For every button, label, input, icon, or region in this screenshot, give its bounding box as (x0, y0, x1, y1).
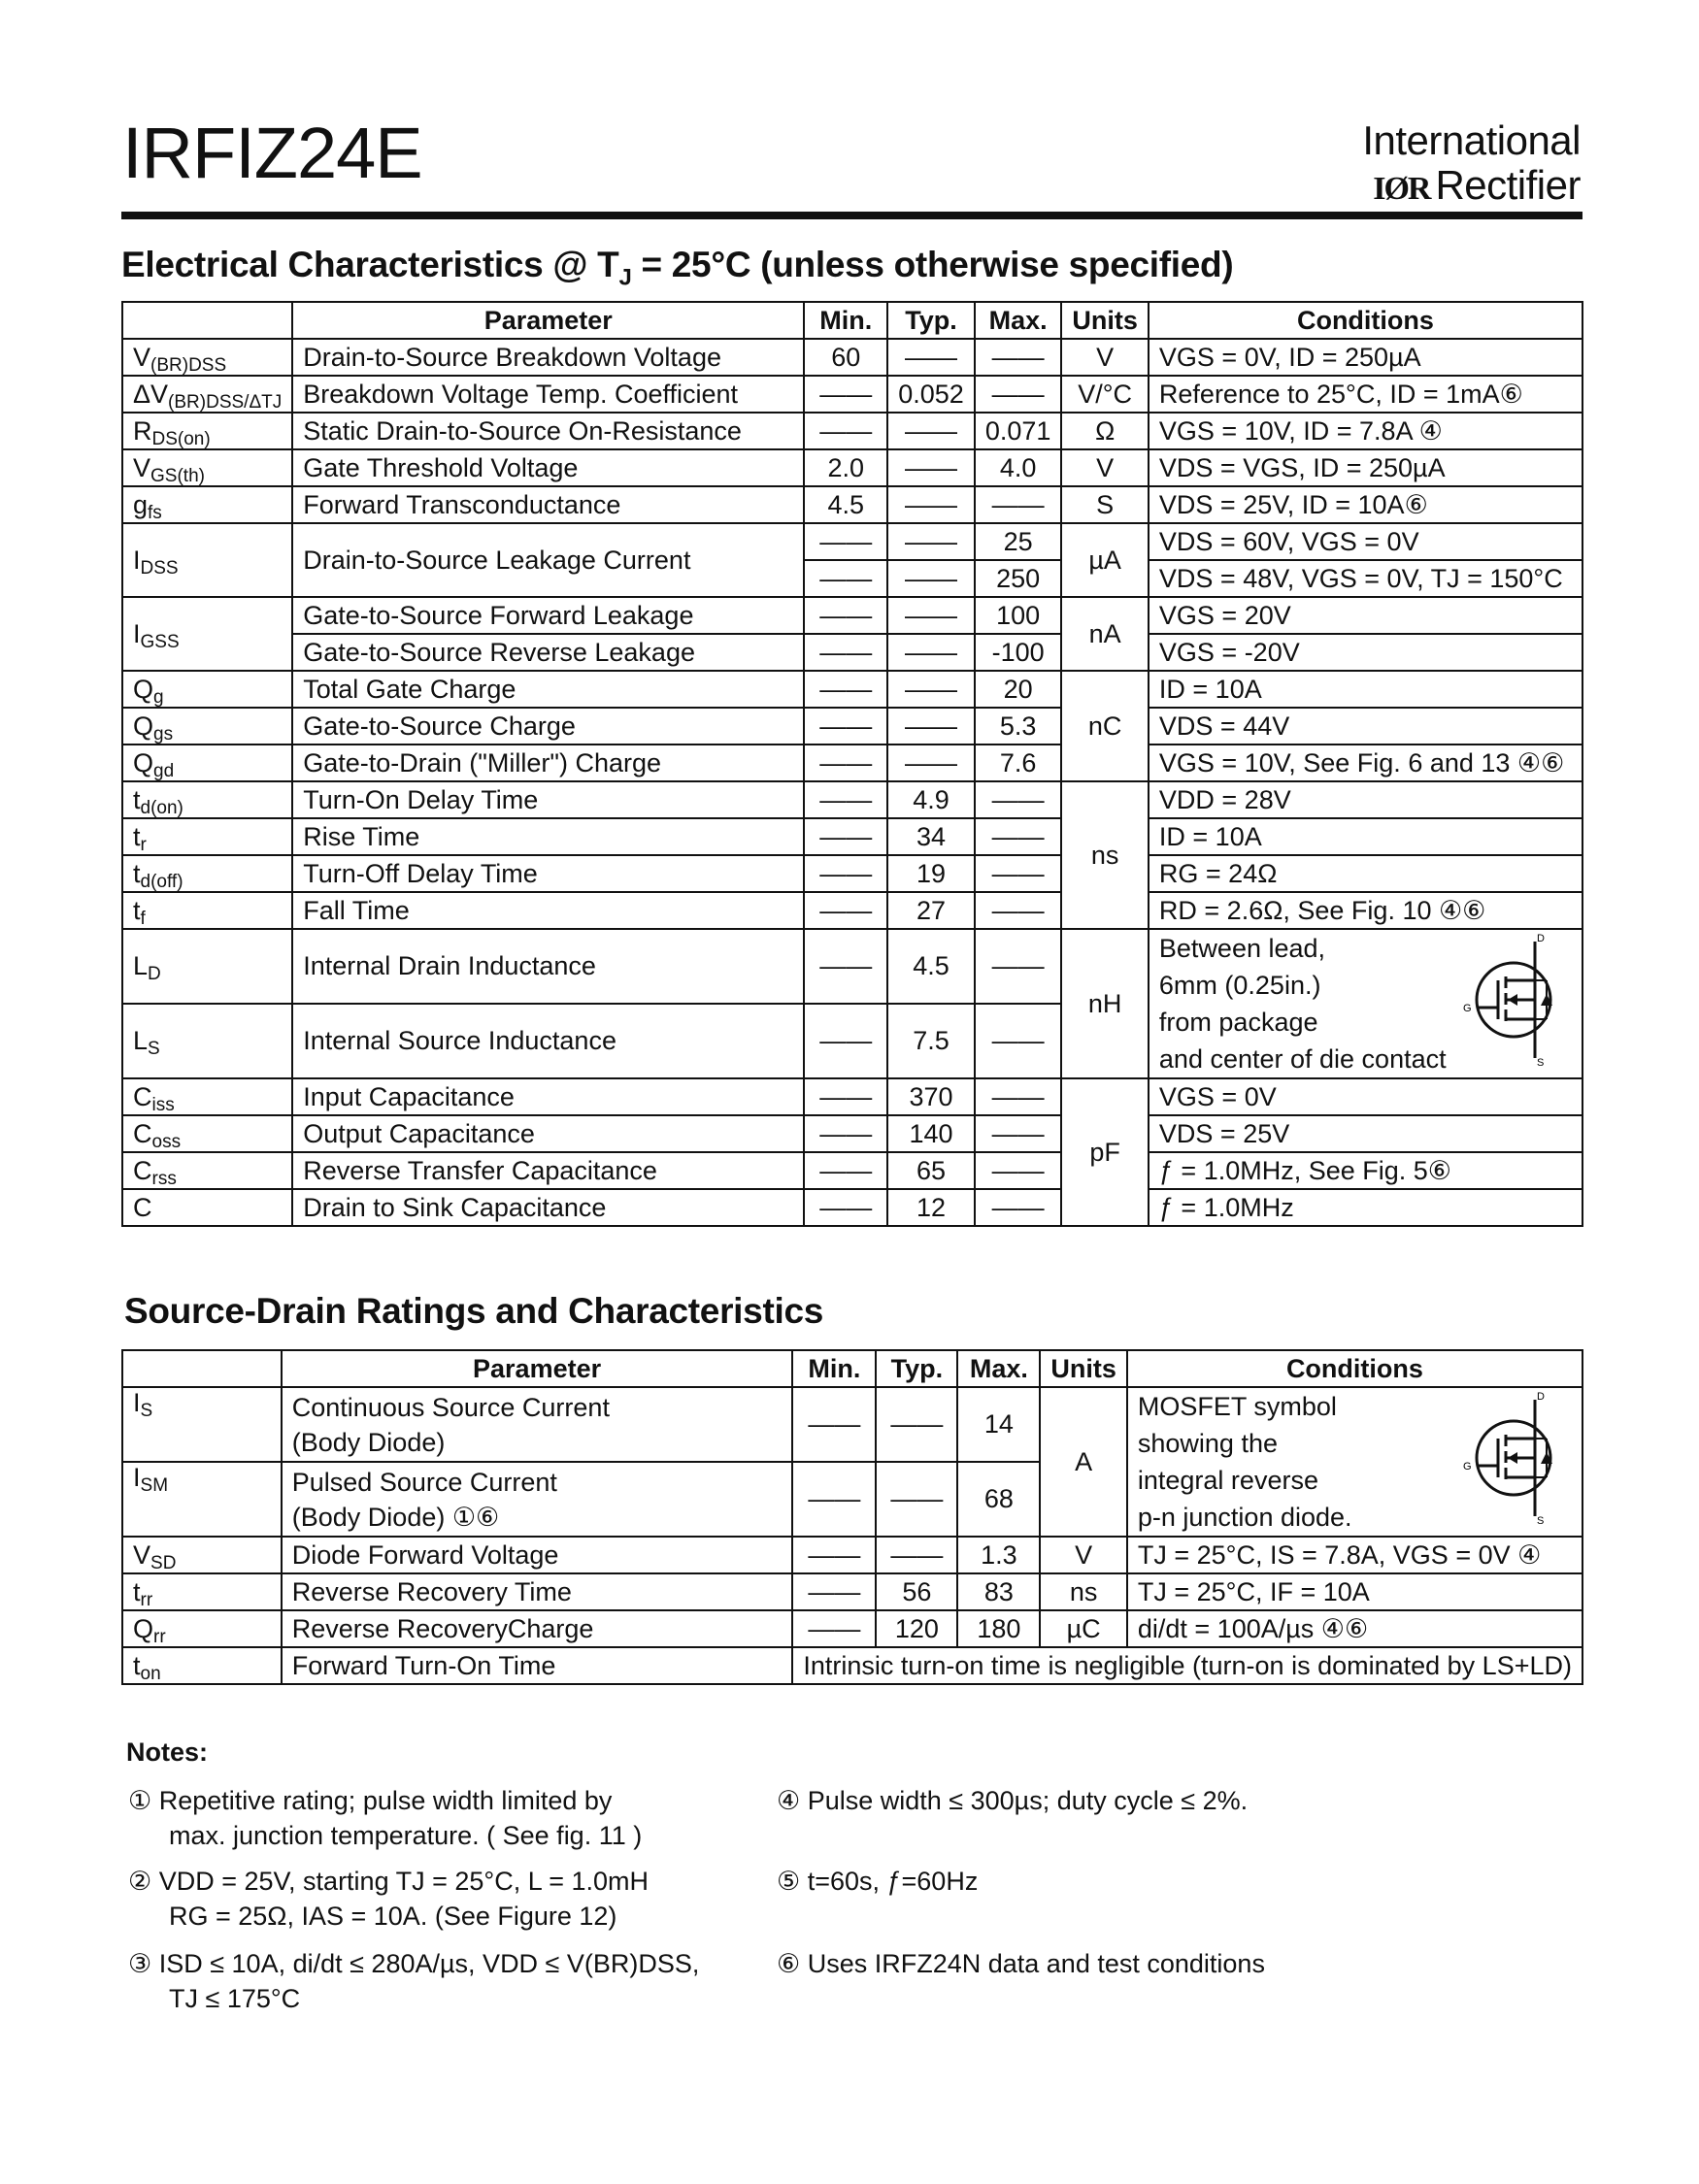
parameter-cell: Input Capacitance (292, 1078, 804, 1115)
mosfet-diode-symbol-icon (1457, 1388, 1564, 1524)
parameter-cell: Forward Transconductance (292, 486, 804, 523)
parameter-cell: Reverse Recovery Time (282, 1573, 793, 1610)
table-header-row (122, 302, 1582, 339)
table-cell: 370 (887, 1078, 975, 1115)
svg-text:S: S (1537, 1515, 1545, 1524)
table-row (122, 634, 1582, 671)
note-3: ③ ISD ≤ 10A, di/dt ≤ 280A/µs, VDD ≤ V(BR)DSS, TJ ≤ 175°C (128, 1949, 700, 2013)
parameter-cell: Turn-On Delay Time (292, 781, 804, 818)
table-cell: —— (975, 1115, 1062, 1152)
table-cell: 27 (887, 892, 975, 929)
notes-title: Notes: (126, 1737, 209, 1767)
parameter-cell: Static Drain-to-Source On-Resistance (292, 413, 804, 449)
parameter-cell: Diode Forward Voltage (282, 1537, 793, 1573)
header-rule (121, 212, 1582, 219)
table-cell: —— (804, 708, 887, 745)
unit-cell: µC (1040, 1610, 1127, 1647)
source-drain-section-title: Source-Drain Ratings and Characteristics (124, 1291, 823, 1331)
condition-cell: di/dt = 100A/µs ④⑥ (1127, 1610, 1582, 1647)
symbol-cell: $I_{DSS}$ (122, 523, 292, 597)
table-row (122, 1610, 1582, 1647)
condition-cell: RG = 24Ω (1149, 855, 1582, 892)
table-cell: —— (975, 855, 1062, 892)
table-cell: —— (975, 1152, 1062, 1189)
table-cell: —— (887, 523, 975, 560)
unit-cell: V (1061, 339, 1149, 376)
note-1: ① Repetitive rating; pulse width limited by max. junction temperature. ( See fig. 11 ) (128, 1786, 643, 1850)
table-cell: —— (887, 413, 975, 449)
table-row (122, 523, 1582, 560)
table-cell: —— (975, 1078, 1062, 1115)
condition-cell: ƒ = 1.0MHz, See Fig. 5⑥ (1149, 1152, 1582, 1189)
table-cell: —— (804, 781, 887, 818)
col-conditions: Conditions (1127, 1350, 1582, 1387)
symbol-cell: $I_S$ (122, 1387, 282, 1462)
symbol-cell: $t_{d(on)}$ (122, 781, 292, 818)
parameter-cell: Gate-to-Source Charge (292, 708, 804, 745)
table-row (122, 1647, 1582, 1684)
table-cell: 100 (975, 597, 1062, 634)
svg-text:S: S (1537, 1057, 1545, 1066)
table-cell: —— (975, 781, 1062, 818)
table-row (122, 1115, 1582, 1152)
table-cell: 4.5 (887, 929, 975, 1004)
table-cell: 2.0 (804, 449, 887, 486)
table-row (122, 781, 1582, 818)
condition-cell: VDS = 48V, VGS = 0V, TJ = 150°C (1149, 560, 1582, 597)
table-row (122, 486, 1582, 523)
table-cell: —— (975, 929, 1062, 1004)
note-6: ⑥ Uses IRFZ24N data and test conditions (777, 1949, 1265, 1978)
col-min: Min. (804, 302, 887, 339)
table-cell: 5.3 (975, 708, 1062, 745)
table-cell: —— (804, 855, 887, 892)
table-cell: —— (975, 376, 1062, 413)
unit-cell: V (1040, 1537, 1127, 1573)
table-cell: 180 (957, 1610, 1040, 1647)
parameter-cell: Rise Time (292, 818, 804, 855)
table-cell: —— (792, 1387, 876, 1462)
table-cell: —— (792, 1462, 876, 1537)
table-row (122, 1573, 1582, 1610)
condition-cell: VGS = 0V, ID = 250µA (1149, 339, 1582, 376)
unit-cell: ns (1040, 1573, 1127, 1610)
table-cell: 20 (975, 671, 1062, 708)
condition-cell: VDD = 28V (1149, 781, 1582, 818)
table-row (122, 449, 1582, 486)
col-conditions: Conditions (1149, 302, 1582, 339)
table-cell: 250 (975, 560, 1062, 597)
table-cell: —— (804, 892, 887, 929)
table-cell: —— (887, 339, 975, 376)
parameter-cell: Drain-to-Source Leakage Current (292, 523, 804, 597)
parameter-cell: Reverse Transfer Capacitance (292, 1152, 804, 1189)
table-cell: 12 (887, 1189, 975, 1226)
unit-cell: pF (1061, 1078, 1149, 1226)
turn-on-note: Intrinsic turn-on time is negligible (turn-on is dominated by LS+LD) (792, 1647, 1582, 1684)
part-number: IRFIZ24E (122, 113, 422, 193)
table-row (122, 1537, 1582, 1573)
table-cell: —— (804, 745, 887, 781)
symbol-cell: $L_D$ (122, 929, 292, 1004)
symbol-cell: $g_{fs}$ (122, 486, 292, 523)
col-typ: Typ. (876, 1350, 957, 1387)
table-cell: 7.5 (887, 1004, 975, 1078)
table-cell: —— (887, 449, 975, 486)
table-cell: —— (804, 597, 887, 634)
unit-cell: nA (1061, 597, 1149, 671)
table-cell: 140 (887, 1115, 975, 1152)
symbol-cell: $C_{rss}$ (122, 1152, 292, 1189)
brand-logo (1362, 118, 1581, 212)
table-row (122, 929, 1582, 1004)
parameter-cell: Drain-to-Source Breakdown Voltage (292, 339, 804, 376)
unit-cell: Ω (1061, 413, 1149, 449)
parameter-cell: Gate-to-Source Reverse Leakage (292, 634, 804, 671)
col-units: Units (1061, 302, 1149, 339)
unit-cell: nH (1061, 929, 1149, 1078)
symbol-cell: $V_{GS(th)}$ (122, 449, 292, 486)
table-cell: —— (975, 818, 1062, 855)
table-cell: 0.071 (975, 413, 1062, 449)
condition-cell: VDS = VGS, ID = 250µA (1149, 449, 1582, 486)
symbol-cell: $\Delta V_{(BR)DSS/\Delta TJ}$ (122, 376, 292, 413)
parameter-cell: Pulsed Source Current (Body Diode) ①⑥ (282, 1462, 793, 1537)
table-cell: —— (887, 560, 975, 597)
condition-cell: VDS = 44V (1149, 708, 1582, 745)
table-cell: 65 (887, 1152, 975, 1189)
condition-cell: ID = 10A (1149, 818, 1582, 855)
unit-cell: nC (1061, 671, 1149, 781)
symbol-cell: $t_{rr}$ (122, 1573, 282, 1610)
table-cell: 83 (957, 1573, 1040, 1610)
table-cell: —— (887, 708, 975, 745)
parameter-cell: Internal Source Inductance (292, 1004, 804, 1078)
parameter-cell: Gate-to-Source Forward Leakage (292, 597, 804, 634)
table-cell: —— (876, 1462, 957, 1537)
condition-cell: VDS = 25V, ID = 10A⑥ (1149, 486, 1582, 523)
table-cell: 19 (887, 855, 975, 892)
table-cell: 25 (975, 523, 1062, 560)
symbol-cell: $t_f$ (122, 892, 292, 929)
ir-logo: IØR (1373, 171, 1430, 207)
note-2: ② VDD = 25V, starting TJ = 25°C, L = 1.0mH RG = 25Ω, IAS = 10A. (See Figure 12) (128, 1867, 650, 1931)
table-cell: —— (887, 597, 975, 634)
svg-text:D: D (1537, 1391, 1545, 1403)
parameter-cell: Total Gate Charge (292, 671, 804, 708)
parameter-cell: Turn-Off Delay Time (292, 855, 804, 892)
table-cell: —— (804, 671, 887, 708)
table-cell: 4.0 (975, 449, 1062, 486)
svg-text:G: G (1463, 1461, 1472, 1473)
col-max: Max. (957, 1350, 1040, 1387)
symbol-cell: $Q_{rr}$ (122, 1610, 282, 1647)
table-cell: —— (792, 1537, 876, 1573)
table-cell: —— (804, 376, 887, 413)
mosfet-symbol-icon (1457, 930, 1564, 1066)
table-cell: —— (804, 413, 887, 449)
table-cell: —— (804, 634, 887, 671)
table-cell: 0.052 (887, 376, 975, 413)
condition-cell: ƒ = 1.0MHz (1149, 1189, 1582, 1226)
table-cell: 7.6 (975, 745, 1062, 781)
table-cell: —— (975, 1189, 1062, 1226)
table-cell: 34 (887, 818, 975, 855)
table-cell: —— (975, 892, 1062, 929)
col-max: Max. (975, 302, 1062, 339)
col-units: Units (1040, 1350, 1127, 1387)
condition-cell: D G S Between lead, 6mm (0.25in.) from package and center of die contact (1149, 929, 1582, 1078)
parameter-cell: Forward Turn-On Time (282, 1647, 793, 1684)
table-row (122, 745, 1582, 781)
table-row (122, 818, 1582, 855)
table-row (122, 413, 1582, 449)
table-cell: 14 (957, 1387, 1040, 1462)
table-row (122, 1152, 1582, 1189)
table-row (122, 597, 1582, 634)
table-cell: —— (792, 1573, 876, 1610)
parameter-cell: Output Capacitance (292, 1115, 804, 1152)
table-cell: 4.9 (887, 781, 975, 818)
table-cell: —— (804, 1004, 887, 1078)
table-row (122, 1078, 1582, 1115)
unit-cell: S (1061, 486, 1149, 523)
note-5: ⑤ t=60s, ƒ=60Hz (777, 1867, 979, 1896)
table-cell: —— (804, 818, 887, 855)
parameter-cell: Fall Time (292, 892, 804, 929)
condition-cell: Reference to 25°C, ID = 1mA⑥ (1149, 376, 1582, 413)
note-4: ④ Pulse width ≤ 300µs; duty cycle ≤ 2%. (777, 1786, 1249, 1815)
symbol-cell: $L_S$ (122, 1004, 292, 1078)
symbol-cell: $t_{d(off)}$ (122, 855, 292, 892)
table-cell: 68 (957, 1462, 1040, 1537)
condition-cell: VGS = -20V (1149, 634, 1582, 671)
table-cell: —— (975, 339, 1062, 376)
table-row (122, 892, 1582, 929)
svg-text:G: G (1463, 1003, 1472, 1014)
table-cell: —— (804, 929, 887, 1004)
table-row (122, 1387, 1582, 1462)
symbol-cell: $R_{DS(on)}$ (122, 413, 292, 449)
table-cell: —— (804, 1189, 887, 1226)
col-parameter: Parameter (282, 1350, 793, 1387)
condition-cell: TJ = 25°C, IS = 7.8A, VGS = 0V ④ (1127, 1537, 1582, 1573)
table-cell: 4.5 (804, 486, 887, 523)
col-parameter: Parameter (292, 302, 804, 339)
symbol-cell: $t_r$ (122, 818, 292, 855)
symbol-cell: $V_{SD}$ (122, 1537, 282, 1573)
unit-cell: V/°C (1061, 376, 1149, 413)
condition-cell: VGS = 10V, See Fig. 6 and 13 ④⑥ (1149, 745, 1582, 781)
table-cell: 120 (876, 1610, 957, 1647)
table-cell: -100 (975, 634, 1062, 671)
table-cell: —— (887, 671, 975, 708)
table-cell: —— (804, 523, 887, 560)
symbol-cell: $Q_{gd}$ (122, 745, 292, 781)
condition-cell: TJ = 25°C, IF = 10A (1127, 1573, 1582, 1610)
table-cell: —— (975, 486, 1062, 523)
parameter-cell: Drain to Sink Capacitance (292, 1189, 804, 1226)
table-cell: 60 (804, 339, 887, 376)
table-cell: —— (804, 1078, 887, 1115)
condition-cell: ID = 10A (1149, 671, 1582, 708)
unit-cell: ns (1061, 781, 1149, 929)
table-cell: —— (876, 1387, 957, 1462)
parameter-cell: Gate-to-Drain ("Miller") Charge (292, 745, 804, 781)
electrical-section-title: Electrical Characteristics @ $T_J = 25^\circ C$ (unless otherwise specified) (121, 245, 1234, 291)
table-row (122, 339, 1582, 376)
table-cell: —— (975, 1004, 1062, 1078)
parameter-cell: Breakdown Voltage Temp. Coefficient (292, 376, 804, 413)
table-cell: —— (887, 634, 975, 671)
table-cell: —— (887, 745, 975, 781)
symbol-cell: C (122, 1189, 292, 1226)
table-header-row (122, 1350, 1582, 1387)
condition-cell: D G S MOSFET symbol showing the integral reverse p-n junction diode. (1127, 1387, 1582, 1537)
electrical-table (121, 301, 1583, 1227)
symbol-cell: $C_{oss}$ (122, 1115, 292, 1152)
symbol-cell: $Q_{gs}$ (122, 708, 292, 745)
condition-cell: VGS = 10V, ID = 7.8A ④ (1149, 413, 1582, 449)
table-cell: —— (804, 560, 887, 597)
unit-cell: V (1061, 449, 1149, 486)
brand-line2: Rectifier (1435, 162, 1581, 208)
parameter-cell: Reverse RecoveryCharge (282, 1610, 793, 1647)
table-cell: 1.3 (957, 1537, 1040, 1573)
symbol-cell: $Q_g$ (122, 671, 292, 708)
parameter-cell: Continuous Source Current (Body Diode) (282, 1387, 793, 1462)
condition-cell: VGS = 20V (1149, 597, 1582, 634)
symbol-cell: $t_{on}$ (122, 1647, 282, 1684)
brand-line1: International (1362, 117, 1581, 163)
table-cell: —— (804, 1152, 887, 1189)
condition-cell: VDS = 25V (1149, 1115, 1582, 1152)
col-typ: Typ. (887, 302, 975, 339)
symbol-cell: $I_{GSS}$ (122, 597, 292, 671)
unit-cell: A (1040, 1387, 1127, 1537)
condition-cell: RD = 2.6Ω, See Fig. 10 ④⑥ (1149, 892, 1582, 929)
condition-cell: VGS = 0V (1149, 1078, 1582, 1115)
svg-text:D: D (1537, 933, 1545, 944)
table-row (122, 855, 1582, 892)
symbol-cell: $C_{iss}$ (122, 1078, 292, 1115)
parameter-cell: Gate Threshold Voltage (292, 449, 804, 486)
parameter-cell: Internal Drain Inductance (292, 929, 804, 1004)
source-drain-table (121, 1349, 1583, 1685)
col-min: Min. (792, 1350, 876, 1387)
table-row (122, 376, 1582, 413)
condition-cell: VDS = 60V, VGS = 0V (1149, 523, 1582, 560)
table-row (122, 1189, 1582, 1226)
unit-cell: µA (1061, 523, 1149, 597)
symbol-cell: $V_{(BR)DSS}$ (122, 339, 292, 376)
table-cell: —— (876, 1537, 957, 1573)
table-cell: 56 (876, 1573, 957, 1610)
symbol-cell: $I_{SM}$ (122, 1462, 282, 1537)
table-cell: —— (804, 1115, 887, 1152)
table-cell: —— (792, 1610, 876, 1647)
table-row (122, 671, 1582, 708)
table-cell: —— (887, 486, 975, 523)
table-row (122, 708, 1582, 745)
